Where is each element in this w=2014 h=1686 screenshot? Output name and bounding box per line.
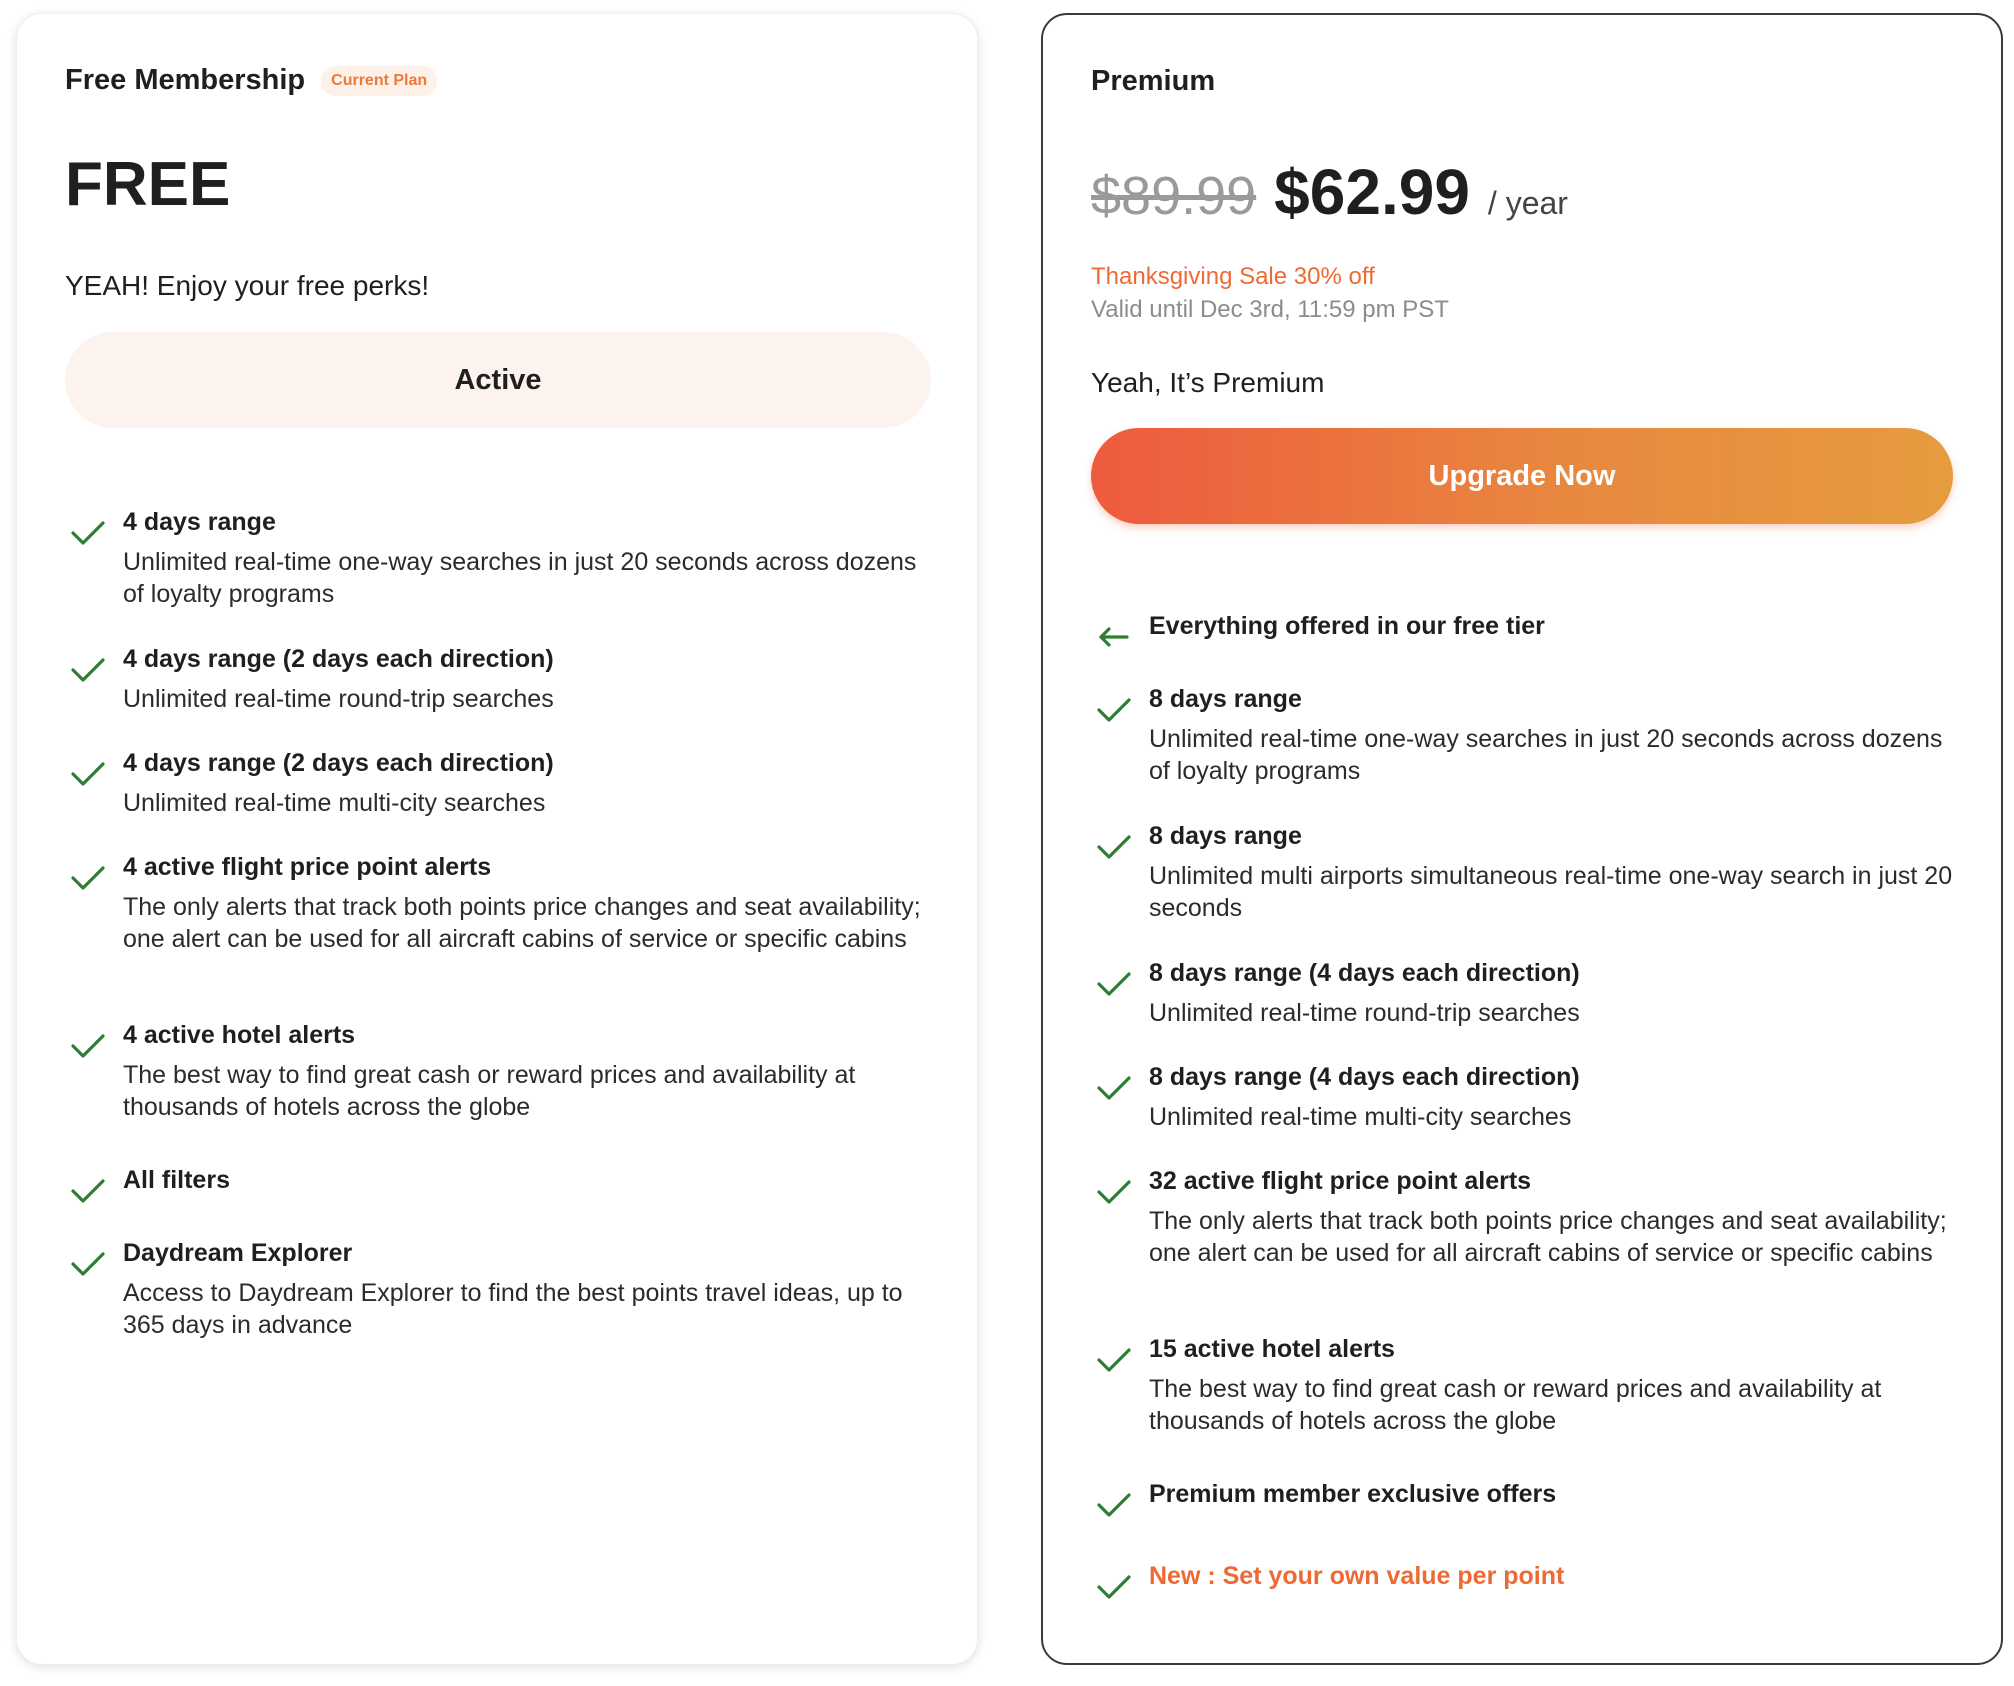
feature-description: Unlimited real-time one-way searches in just 20 seconds across dozens of loyalty programs bbox=[1149, 725, 1943, 785]
free-plan-card bbox=[16, 13, 978, 1665]
feature-description: Unlimited real-time multi-city searches bbox=[1149, 1103, 1572, 1131]
feature-description: Unlimited real-time one-way searches in just 20 seconds across dozens of loyalty programs bbox=[123, 548, 917, 608]
premium-plan-name: Premium bbox=[1091, 65, 1216, 97]
check-icon bbox=[69, 861, 107, 895]
arrow-left-icon bbox=[1095, 620, 1133, 654]
premium-price-row bbox=[1091, 155, 1568, 229]
feature-description: The best way to find great cash or reward prices and availability at thousands of hotels across the globe bbox=[123, 1061, 856, 1121]
check-icon bbox=[1095, 830, 1133, 864]
feature-title-new: New : Set your own value per point bbox=[1149, 1562, 1565, 1590]
feature-title: 4 days range bbox=[123, 508, 276, 536]
free-plan-name: Free Membership bbox=[65, 64, 306, 96]
upgrade-now-button[interactable]: Upgrade Now bbox=[1091, 428, 1953, 524]
feature-title: 4 active flight price point alerts bbox=[123, 853, 492, 881]
feature-title: 4 days range (2 days each direction) bbox=[123, 645, 554, 673]
feature-title: 32 active flight price point alerts bbox=[1149, 1167, 1532, 1195]
sale-valid-text: Valid until Dec 3rd, 11:59 pm PST bbox=[1091, 296, 1449, 323]
price-period: / year bbox=[1487, 185, 1568, 221]
check-icon bbox=[69, 516, 107, 550]
feature-title: 8 days range (4 days each direction) bbox=[1149, 1063, 1580, 1091]
check-icon bbox=[1095, 1488, 1133, 1522]
feature-title: 8 days range bbox=[1149, 685, 1302, 713]
sale-text: Thanksgiving Sale 30% off bbox=[1091, 263, 1375, 290]
feature-description: Unlimited real-time round-trip searches bbox=[1149, 999, 1580, 1027]
feature-title: 15 active hotel alerts bbox=[1149, 1335, 1395, 1363]
feature-title: 4 active hotel alerts bbox=[123, 1021, 356, 1049]
check-icon bbox=[69, 1247, 107, 1281]
feature-title: Premium member exclusive offers bbox=[1149, 1480, 1557, 1508]
check-icon bbox=[1095, 1570, 1133, 1604]
feature-description: Unlimited real-time round-trip searches bbox=[123, 685, 554, 713]
feature-title: 4 days range (2 days each direction) bbox=[123, 749, 554, 777]
current-plan-badge: Current Plan bbox=[321, 66, 437, 96]
check-icon bbox=[1095, 1175, 1133, 1209]
active-button[interactable]: Active bbox=[65, 332, 931, 428]
premium-plan-card bbox=[1041, 13, 2003, 1665]
feature-title: All filters bbox=[123, 1166, 230, 1194]
premium-plan-header bbox=[1091, 65, 1215, 98]
check-icon bbox=[1095, 1343, 1133, 1377]
check-icon bbox=[69, 653, 107, 687]
feature-description: The only alerts that track both points price changes and seat availability; one alert can be used for all aircraft cabins of service or specific cabins bbox=[123, 893, 921, 953]
check-icon bbox=[69, 757, 107, 791]
feature-description: Unlimited real-time multi-city searches bbox=[123, 789, 546, 817]
free-plan-tagline: YEAH! Enjoy your free perks! bbox=[65, 270, 430, 301]
check-icon bbox=[1095, 967, 1133, 1001]
check-icon bbox=[1095, 693, 1133, 727]
feature-description: Unlimited multi airports simultaneous real-time one-way search in just 20 seconds bbox=[1149, 862, 1953, 922]
feature-description: The only alerts that track both points price changes and seat availability; one alert can be used for all aircraft cabins of service or specific cabins bbox=[1149, 1207, 1947, 1267]
free-plan-header bbox=[65, 64, 437, 97]
free-plan-price: FREE bbox=[65, 150, 231, 219]
new-price: $62.99 bbox=[1274, 156, 1470, 228]
feature-description: The best way to find great cash or reward prices and availability at thousands of hotels across the globe bbox=[1149, 1375, 1882, 1435]
check-icon bbox=[69, 1174, 107, 1208]
feature-title: Daydream Explorer bbox=[123, 1239, 353, 1267]
check-icon bbox=[69, 1029, 107, 1063]
feature-title: Everything offered in our free tier bbox=[1149, 612, 1545, 640]
feature-title: 8 days range (4 days each direction) bbox=[1149, 959, 1580, 987]
old-price: $89.99 bbox=[1091, 166, 1257, 226]
premium-plan-tagline: Yeah, It’s Premium bbox=[1091, 367, 1325, 398]
feature-description: Access to Daydream Explorer to find the best points travel ideas, up to 365 days in advance bbox=[123, 1279, 903, 1339]
feature-title: 8 days range bbox=[1149, 822, 1302, 850]
check-icon bbox=[1095, 1071, 1133, 1105]
